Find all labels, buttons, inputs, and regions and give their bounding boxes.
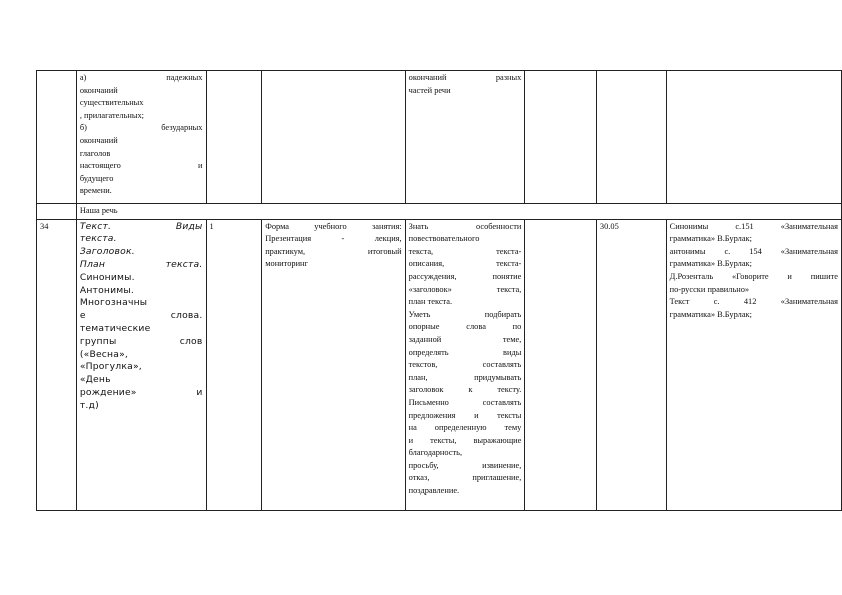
resources-text: Синонимы с.151 «Занимательная грамматика» В.Бурлак; антонимы с. 154 «Занимательная грамматика» В.Бурлак; Д.Розенталь «Говорите и пишите по-русски правильно» Текст с. 412 «Занимательная грамматика» В.Бурлак; — [669, 221, 838, 319]
resources-cell — [666, 71, 841, 204]
hours-cell — [206, 71, 262, 204]
lesson-plan-table — [36, 70, 842, 511]
topic-cell — [76, 71, 206, 204]
date-cell — [596, 71, 666, 204]
form-cell — [262, 71, 405, 204]
goals-cell — [405, 71, 525, 204]
topic-text: Текст. Виды текста. Заголовок. План текста. Синонимы. Антонимы. Многозначны е слова. тематические группы слов («Весна», «Прогулка», «День рождение» и т.д) — [79, 220, 203, 411]
hours-cell: 1 — [206, 219, 262, 510]
number-cell — [37, 71, 77, 204]
section-title: Наша речь — [76, 204, 841, 220]
date-cell: 30.05 — [596, 219, 666, 510]
empty-cell — [525, 219, 597, 510]
number-cell: 34 — [37, 219, 77, 510]
form-cell — [262, 219, 405, 510]
goals-text: Знать особенности повествовательного текста, текста- описания, текста- рассуждения, понятие «заголовок» текста, план текста. Уметь подбирать опорные слова по заданной теме, определять виды текстов, составлять план, придумывать заголовок к тексту. Письменно составлять предложения и тексты на определенную тему и тексты, выражающие благодарность, просьбу, извинение, отказ, приглашение, поздравление. — [408, 221, 522, 496]
section-row — [37, 204, 842, 220]
topic-text: а) падежных окончаний существительных , прилагательных; б) безударных окончаний глаголов настоящего и будущего времени. — [79, 73, 203, 196]
table-row — [37, 71, 842, 204]
form-text: Форма учебного занятия: Презентация - лекция, практикум, итоговый мониторинг — [265, 221, 402, 269]
topic-cell — [76, 219, 206, 510]
table-row — [37, 219, 842, 510]
resources-cell — [666, 219, 841, 510]
goals-cell — [405, 219, 525, 510]
section-blank-cell — [37, 204, 77, 220]
goals-text: окончаний разных частей речи — [408, 73, 522, 95]
empty-cell — [525, 71, 597, 204]
